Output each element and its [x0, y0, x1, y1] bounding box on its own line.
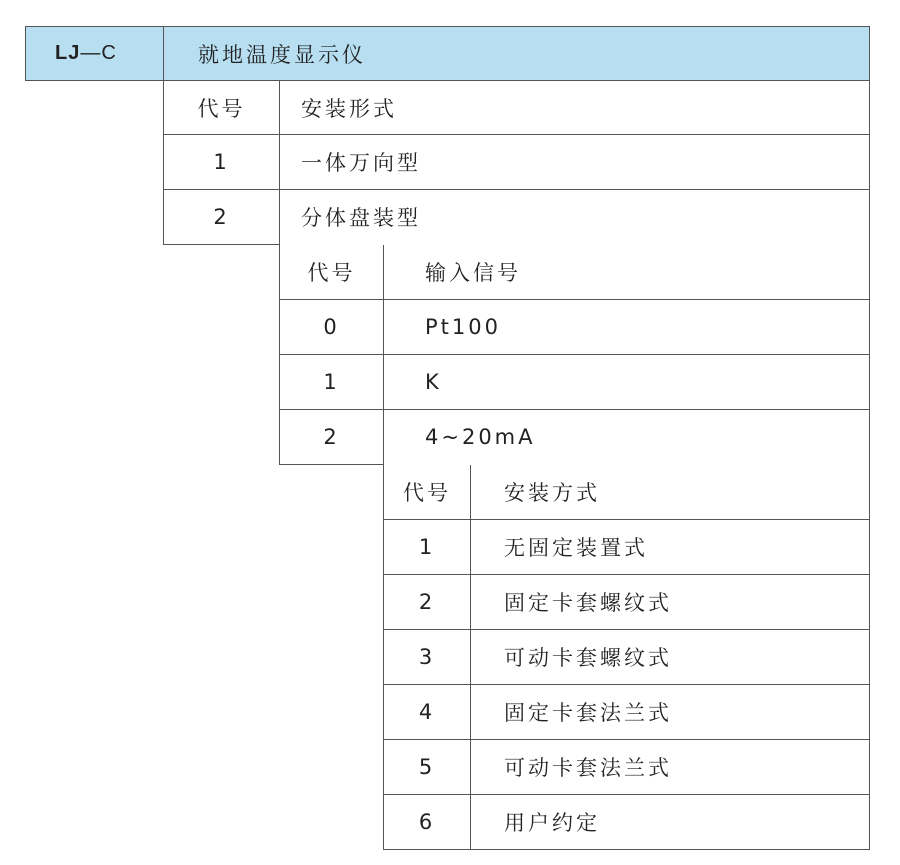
row-label: 一体万向型 — [301, 151, 421, 175]
code-header: 代号 — [403, 481, 451, 505]
label-header: 安装形式 — [301, 97, 397, 121]
row-code: 4 — [418, 700, 436, 724]
label-header: 输入信号 — [425, 261, 521, 285]
header-divider — [163, 26, 164, 81]
row-code: 2 — [418, 590, 436, 614]
row-code: 1 — [418, 535, 436, 559]
code-header: 代号 — [197, 97, 246, 121]
row-code: 1 — [213, 150, 230, 174]
row-code: 1 — [323, 370, 340, 394]
row-label: K — [425, 370, 442, 394]
product-title: 就地温度显示仪 — [198, 42, 366, 67]
row-code: 6 — [418, 810, 436, 834]
row-label: Pt100 — [425, 315, 501, 339]
table-rule — [869, 245, 870, 465]
table-rule — [383, 849, 870, 850]
row-code: 0 — [323, 315, 340, 339]
code-header: 代号 — [307, 261, 356, 285]
table-rule — [470, 465, 471, 850]
header-bar — [25, 26, 870, 81]
row-code: 2 — [323, 425, 340, 449]
row-code: 3 — [418, 645, 436, 669]
row-code: 5 — [418, 755, 436, 779]
table-rule — [869, 465, 870, 850]
table-rule — [383, 245, 384, 465]
model-code-suffix: —C — [80, 42, 117, 64]
table-rule — [279, 81, 280, 245]
table-rule — [163, 244, 280, 245]
row-label: 分体盘装型 — [301, 206, 421, 230]
row-code: 2 — [213, 205, 230, 229]
row-label: 可动卡套法兰式 — [504, 756, 672, 780]
row-label: 固定卡套螺纹式 — [504, 591, 672, 615]
model-code — [55, 26, 117, 81]
model-code-prefix: LJ — [55, 42, 81, 64]
row-label: 固定卡套法兰式 — [504, 701, 672, 725]
row-label: 用户约定 — [504, 811, 600, 835]
table-rule — [279, 464, 383, 465]
row-label: 无固定装置式 — [504, 536, 648, 560]
label-header: 安装方式 — [504, 481, 600, 505]
row-label: 可动卡套螺纹式 — [504, 646, 672, 670]
table-rule — [869, 81, 870, 245]
row-label: 4~20mA — [425, 425, 536, 449]
